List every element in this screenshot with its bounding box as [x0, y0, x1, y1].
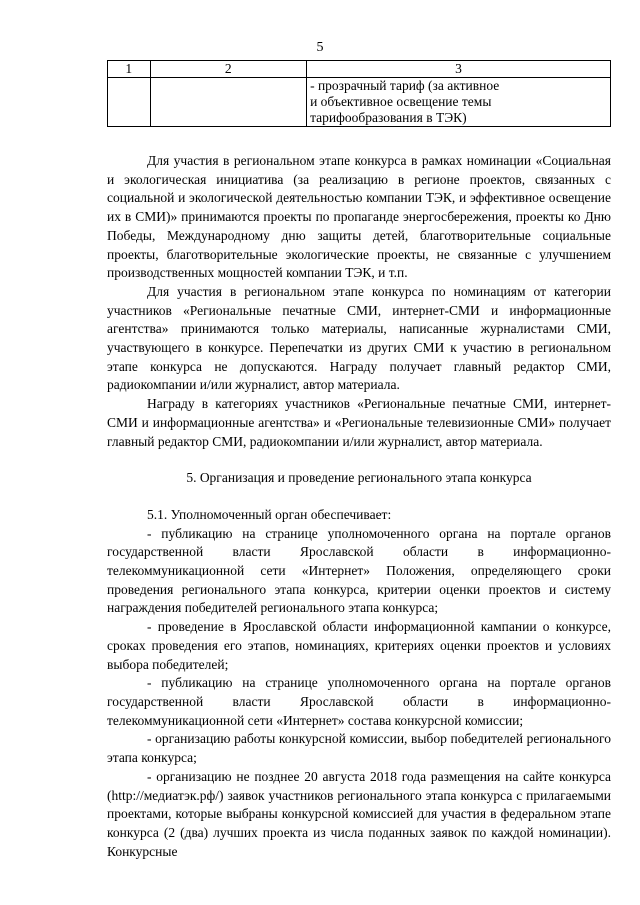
table-cell-line: тарифообразования в ТЭК)	[310, 110, 467, 125]
section-item: - организацию работы конкурсной комиссии, выбор победителей регионального этапа конкурса;	[107, 731, 611, 766]
table-header-cell-3: 3	[307, 61, 611, 78]
section-item: 5.1. Уполномоченный орган обеспечивает:	[147, 506, 392, 522]
paragraph: Для участия в региональном этапе конкурса в рамках номинации «Социальная и экологическая инициатива (за реализацию в регионе проектов, связанных с социальной и экологической деятельностью компании ТЭК, и эффективное освещение их в СМИ)» принимаются проекты по пропаганде энергосбережения, проекты ко Дню Победы, Международному дню защиты детей, благотворительные социальные проекты, благотворительные экологические проекты, не связанные с улучшением производственных мощностей компании ТЭК, и т.п.	[107, 153, 611, 281]
section-item: - проведение в Ярославской области информационной кампании о конкурсе, сроках проведения его этапов, номинациях, критериях оценки проектов и условиях выбора победителей;	[107, 619, 611, 672]
section-heading: 5. Организация и проведение регионального этапа конкурса	[186, 470, 532, 486]
paragraph: Награду в категориях участников «Региональные печатные СМИ, интернет-СМИ и информационные агентства» и «Региональные телевизионные СМИ» получает главный редактор СМИ, радиокомпании и/или журналист, автор материала.	[107, 396, 611, 449]
paragraph: Для участия в региональном этапе конкурса по номинациям от категории участников «Региональные печатные СМИ, интернет-СМИ и информационные агентства» принимаются только материалы, написанные журналистами СМИ, участвующего в конкурсе. Перепечатки из других СМИ к участию в региональном этапе конкурса не допускаются. Награду получает главный редактор СМИ, радиокомпании и/или журналист, автор материала.	[107, 283, 611, 393]
document-body	[107, 152, 611, 861]
section-item: - организацию не позднее 20 августа 2018 года размещения на сайте конкурса (http://медиатэк.рф/) заявок участников регионального этапа конкурса с прилагаемыми проектами, которые выбраны конкурсной комиссией для участия в федеральном этапе конкурса (2 (два) лучших проекта из числа поданных заявок по каждой номинации). Конкурсные	[107, 768, 611, 859]
page-number: 5	[316, 40, 324, 55]
table-cell-empty	[150, 78, 307, 127]
section-item: - публикацию на странице уполномоченного органа на портале органов государственной власти Ярославской области в информационно-телекоммуникационной сети «Интернет» состава конкурсной комиссии;	[107, 675, 611, 728]
table-cell-empty	[108, 78, 151, 127]
table-header-cell-1: 1	[108, 61, 151, 78]
table-cell-line: и объективное освещение темы	[310, 94, 492, 109]
table-row	[108, 78, 611, 127]
table-cell-line: - прозрачный тариф (за активное	[310, 78, 500, 93]
table-header-row	[108, 61, 611, 78]
section-item: - публикацию на странице уполномоченного органа на портале органов государственной власти Ярославской области в информационно-телекоммуникационной сети «Интернет» Положения, определяющего сроки проведения регионального этапа конкурса, критерии оценки проектов и систему награждения победителей регионального этапа конкурса;	[107, 525, 611, 616]
table-header-cell-2: 2	[150, 61, 307, 78]
continuation-table	[107, 60, 611, 127]
table-cell-text	[307, 78, 611, 127]
